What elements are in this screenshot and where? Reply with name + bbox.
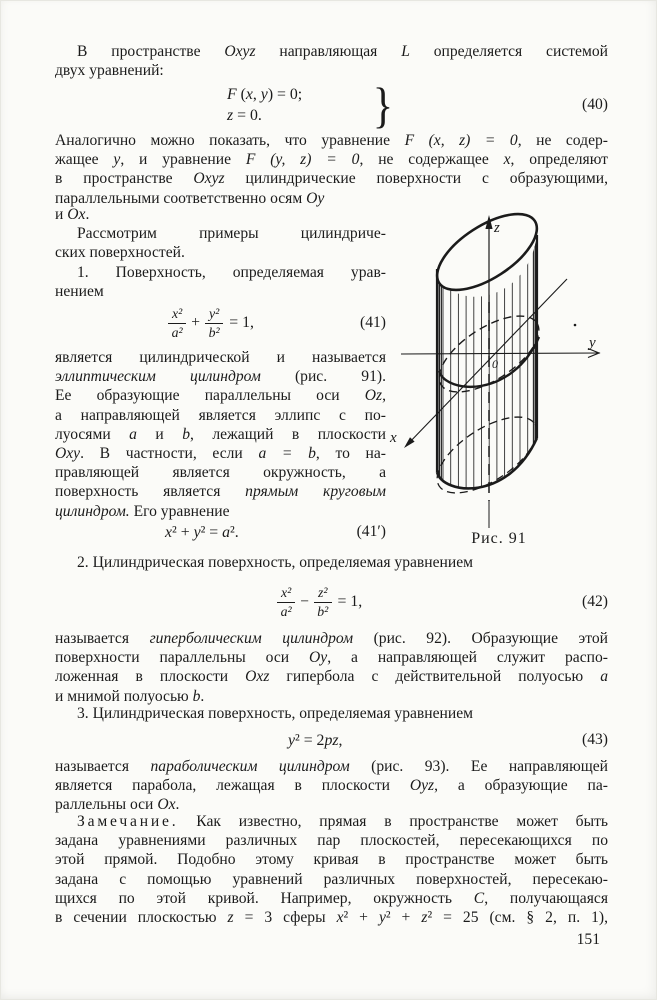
text-line (227, 105, 302, 126)
text-segment: x (165, 524, 173, 541)
minus-operator: − (300, 593, 310, 610)
text-segment: , (382, 387, 386, 405)
text-line (55, 502, 386, 521)
page-number: 151 (576, 931, 600, 948)
text-segment: ² = 2 (295, 732, 325, 749)
text-segment: и (55, 206, 68, 223)
equation-40-system (227, 84, 302, 126)
text-line (55, 831, 608, 850)
text-segment: 2. Цилиндрическая поверхность, определяемая уравнением (77, 554, 474, 571)
paragraph-hyperbolic-intro (55, 553, 608, 572)
x-axis-label: x (390, 430, 397, 446)
text-segment: y (378, 908, 386, 926)
bottom-cap-hidden-rim (425, 402, 549, 508)
text-segment: = 3 сферы (233, 908, 337, 926)
text-line (55, 687, 608, 706)
text-segment: а направляющей является эллипс с по- (55, 406, 386, 424)
text-segment: гиперболическим цилиндром (149, 630, 354, 647)
equation-42-body (277, 581, 362, 623)
text-segment: y (260, 86, 268, 103)
text-segment: Oy (306, 189, 325, 207)
text-segment: . (85, 206, 90, 223)
text-segment: y (113, 151, 121, 169)
text-line (55, 812, 608, 831)
elliptic-cylinder-drawing (388, 190, 656, 565)
text-line (55, 61, 608, 80)
equation-43-body (288, 730, 342, 751)
text-segment: Oxyz (224, 43, 256, 60)
text-segment: нением (55, 282, 104, 300)
text-segment: раллельны оси (55, 796, 158, 814)
text-segment: a = b (258, 444, 316, 462)
text-segment: щихся по этой кривой. Например, окружность (55, 889, 474, 907)
text-segment: поверхность является (55, 483, 246, 501)
text-segment: , не содер- (517, 132, 608, 149)
text-segment: Аналогично можно показать, что уравнение (55, 132, 405, 149)
text-segment: ² = 25 (см. § 2, п. 1), (427, 908, 608, 926)
text-segment: ложенная в плоскости (55, 668, 246, 686)
text-segment: гипербола с действительной полуосью (269, 668, 601, 686)
text-segment: (рис. 91). (260, 368, 386, 386)
paragraph-parabolic-cylinder (55, 757, 608, 815)
text-segment: z (227, 107, 234, 124)
paragraph-remark (55, 812, 608, 927)
text-line (55, 263, 386, 282)
text-segment: , а направляющей служит распо- (327, 649, 608, 667)
text-line (55, 425, 386, 444)
text-segment: ² + (343, 908, 379, 926)
text-line (55, 282, 386, 301)
text-segment: Oxyz (193, 170, 225, 188)
text-segment: 3. Цилиндрическая поверхность, определяемая уравнением (77, 705, 474, 722)
z-axis-label: z (494, 220, 500, 236)
text-segment: y (193, 524, 201, 541)
text-line (55, 850, 608, 869)
text-segment: z (421, 908, 428, 926)
paragraph-hyperbolic-cylinder (55, 629, 608, 706)
text-segment: задана уравнениями различных пар плоскостей, пересекающихся по (55, 832, 608, 850)
paragraph-parabolic-intro (55, 704, 608, 723)
text-segment: ских поверхностей. (55, 244, 185, 262)
equation-41-label: (41) (360, 314, 386, 331)
text-segment: цилиндрические поверхности с образующими, (224, 170, 608, 188)
text-segment: ( (240, 86, 246, 103)
text-segment: Oyz (409, 777, 435, 795)
text-segment: , лежащий в плоскости (189, 425, 386, 443)
text-line (55, 629, 608, 648)
text-line (55, 150, 608, 169)
bottom-cap-front-rim (437, 438, 537, 488)
text-line (55, 367, 386, 386)
text-segment: параллельными соответственно осям (55, 189, 307, 207)
top-cap (425, 199, 549, 305)
paragraph-intro (55, 42, 608, 80)
equation-rhs: = 1, (229, 314, 254, 331)
text-segment: , то на- (315, 444, 387, 462)
text-segment: Рассмотрим примеры цилиндриче- (77, 225, 386, 243)
text-segment: В пространстве (77, 43, 225, 60)
text-line (55, 757, 608, 776)
text-segment: b (182, 425, 190, 443)
text-segment: и (136, 425, 183, 443)
text-line (55, 889, 608, 908)
print-speck (574, 324, 577, 327)
text-segment: в сечении плоскостью (55, 908, 228, 926)
y-axis (401, 353, 600, 354)
text-segment: , получающаяся (484, 889, 608, 907)
text-segment: . (200, 687, 205, 705)
text-segment: a (222, 524, 231, 541)
text-segment: (рис. 93). Ее направляющей (349, 758, 608, 775)
fraction: $\frac{\text{x²}}{\text{a²}}$ (168, 306, 186, 340)
text-segment: ² + (172, 524, 194, 541)
text-segment: прямым круговым (245, 483, 386, 501)
fraction: $\frac{\text{x²}}{\text{a²}}$ (277, 585, 295, 619)
text-line (55, 776, 608, 795)
y-axis-label: y (589, 335, 596, 351)
text-segment: Oy (309, 649, 328, 667)
text-segment: и мнимой полуосью (55, 687, 193, 705)
text-line (55, 243, 386, 262)
text-line (55, 386, 386, 405)
text-segment: Его уравнение (129, 502, 230, 520)
text-segment: называется (55, 758, 151, 775)
text-segment: x (503, 151, 511, 169)
text-segment: правляющей является окружность, а (55, 464, 386, 482)
column-examples-intro (55, 205, 386, 301)
text-segment: цилиндром. (55, 502, 130, 520)
text-segment: , не содержащее (359, 151, 504, 169)
text-segment: ) = 0; (267, 86, 303, 103)
text-segment: является парабола, лежащая в плоскости (55, 777, 410, 795)
text-segment: ² + (385, 908, 422, 926)
text-segment: , определяют (510, 151, 608, 169)
text-line (288, 730, 342, 751)
text-segment: , (252, 86, 261, 103)
text-line (55, 444, 386, 463)
text-segment: луосями (55, 425, 130, 443)
text-segment: F (y, z) = 0 (245, 151, 360, 169)
text-segment: Как известно, прямая в пространстве может быть (178, 813, 608, 830)
text-segment: Замечание. (77, 813, 179, 830)
text-line (55, 482, 386, 501)
text-segment: Oxy (55, 444, 81, 462)
text-segment: Ox (157, 796, 176, 814)
text-line (55, 908, 608, 927)
text-line (55, 667, 608, 686)
plus-operator: + (191, 314, 201, 331)
equation-43-label: (43) (582, 731, 608, 748)
text-segment: этой прямой. Подобно этому кривая в пространстве может быть (55, 851, 608, 869)
text-segment: L (401, 43, 410, 60)
figure-caption: Рис. 91 (471, 530, 527, 547)
equation-40-label: (40) (582, 96, 608, 113)
text-segment: a (600, 668, 608, 686)
text-segment: C (473, 889, 485, 907)
origin-label: 0 (492, 357, 498, 371)
text-segment: Ее образующие параллельны оси (55, 387, 365, 405)
text-segment: = 0. (233, 107, 262, 124)
text-segment: определяется системой (409, 43, 608, 60)
equation-42 (55, 581, 608, 623)
text-line (55, 42, 608, 61)
text-segment: z (227, 908, 234, 926)
text-segment: . В частности, если (80, 444, 259, 462)
text-segment: F (x, z) = 0 (404, 132, 518, 149)
text-segment: 1. Поверхность, определяемая урав- (77, 263, 386, 281)
text-segment: ² = (200, 524, 223, 541)
text-line (55, 704, 608, 723)
x-axis (406, 279, 567, 446)
text-segment: x (336, 908, 344, 926)
text-line (55, 870, 608, 889)
equation-40 (55, 77, 608, 133)
text-line (55, 648, 608, 667)
text-segment: называется (55, 630, 150, 647)
text-segment: является цилиндрической и называется (55, 349, 386, 366)
fraction: $\frac{\text{z²}}{\text{b²}}$ (314, 585, 332, 619)
text-line (55, 463, 386, 482)
equation-41 (55, 302, 386, 344)
equation-rhs: = 1, (337, 593, 363, 610)
text-segment: двух уравнений: (55, 62, 164, 80)
text-segment: Oz (364, 387, 383, 405)
text-segment: поверхности параллельны оси (55, 649, 310, 667)
figure-91 (388, 190, 656, 565)
text-segment: (рис. 92). Образующие этой (353, 630, 609, 647)
text-segment: , а образующие па- (434, 777, 608, 795)
text-segment: параболическим цилиндром (150, 758, 350, 775)
text-segment: pz (324, 732, 339, 749)
text-segment: задана с помощью уравнений различных поверхностей, пересекаю- (55, 870, 608, 888)
text-line (55, 553, 608, 572)
text-segment: . (175, 796, 180, 814)
text-segment: жащее (55, 151, 114, 169)
equation-41-prime-body (165, 522, 239, 543)
system-brace: } (372, 77, 394, 133)
text-line (227, 84, 302, 105)
text-segment: ². (230, 524, 239, 541)
equation-41-prime-label: (41′) (356, 523, 386, 540)
column-elliptic-cylinder (55, 348, 386, 521)
text-line (55, 348, 386, 367)
text-segment: Oxz (245, 668, 270, 686)
text-line (55, 406, 386, 425)
text-segment: эллиптическим цилиндром (55, 368, 261, 386)
equation-41-body (168, 302, 254, 344)
equation-41-prime (55, 522, 386, 544)
text-segment: , и уравнение (120, 151, 246, 169)
text-segment: y (288, 732, 296, 749)
text-segment: в пространстве (55, 170, 194, 188)
text-line (165, 522, 239, 543)
fraction: $\frac{\text{y²}}{\text{b²}}$ (205, 306, 223, 340)
text-segment: направляющая (255, 43, 402, 60)
text-line (55, 205, 386, 224)
text-segment: b (192, 687, 201, 705)
text-segment: a (129, 425, 137, 443)
text-line (55, 169, 608, 188)
equation-43 (55, 730, 608, 752)
text-line (55, 224, 386, 243)
equation-42-label: (42) (582, 593, 608, 610)
text-segment: F (227, 86, 241, 103)
text-segment: , (338, 732, 343, 749)
text-segment: Ox (67, 206, 86, 223)
text-segment: x (245, 86, 253, 103)
text-line (55, 131, 608, 150)
